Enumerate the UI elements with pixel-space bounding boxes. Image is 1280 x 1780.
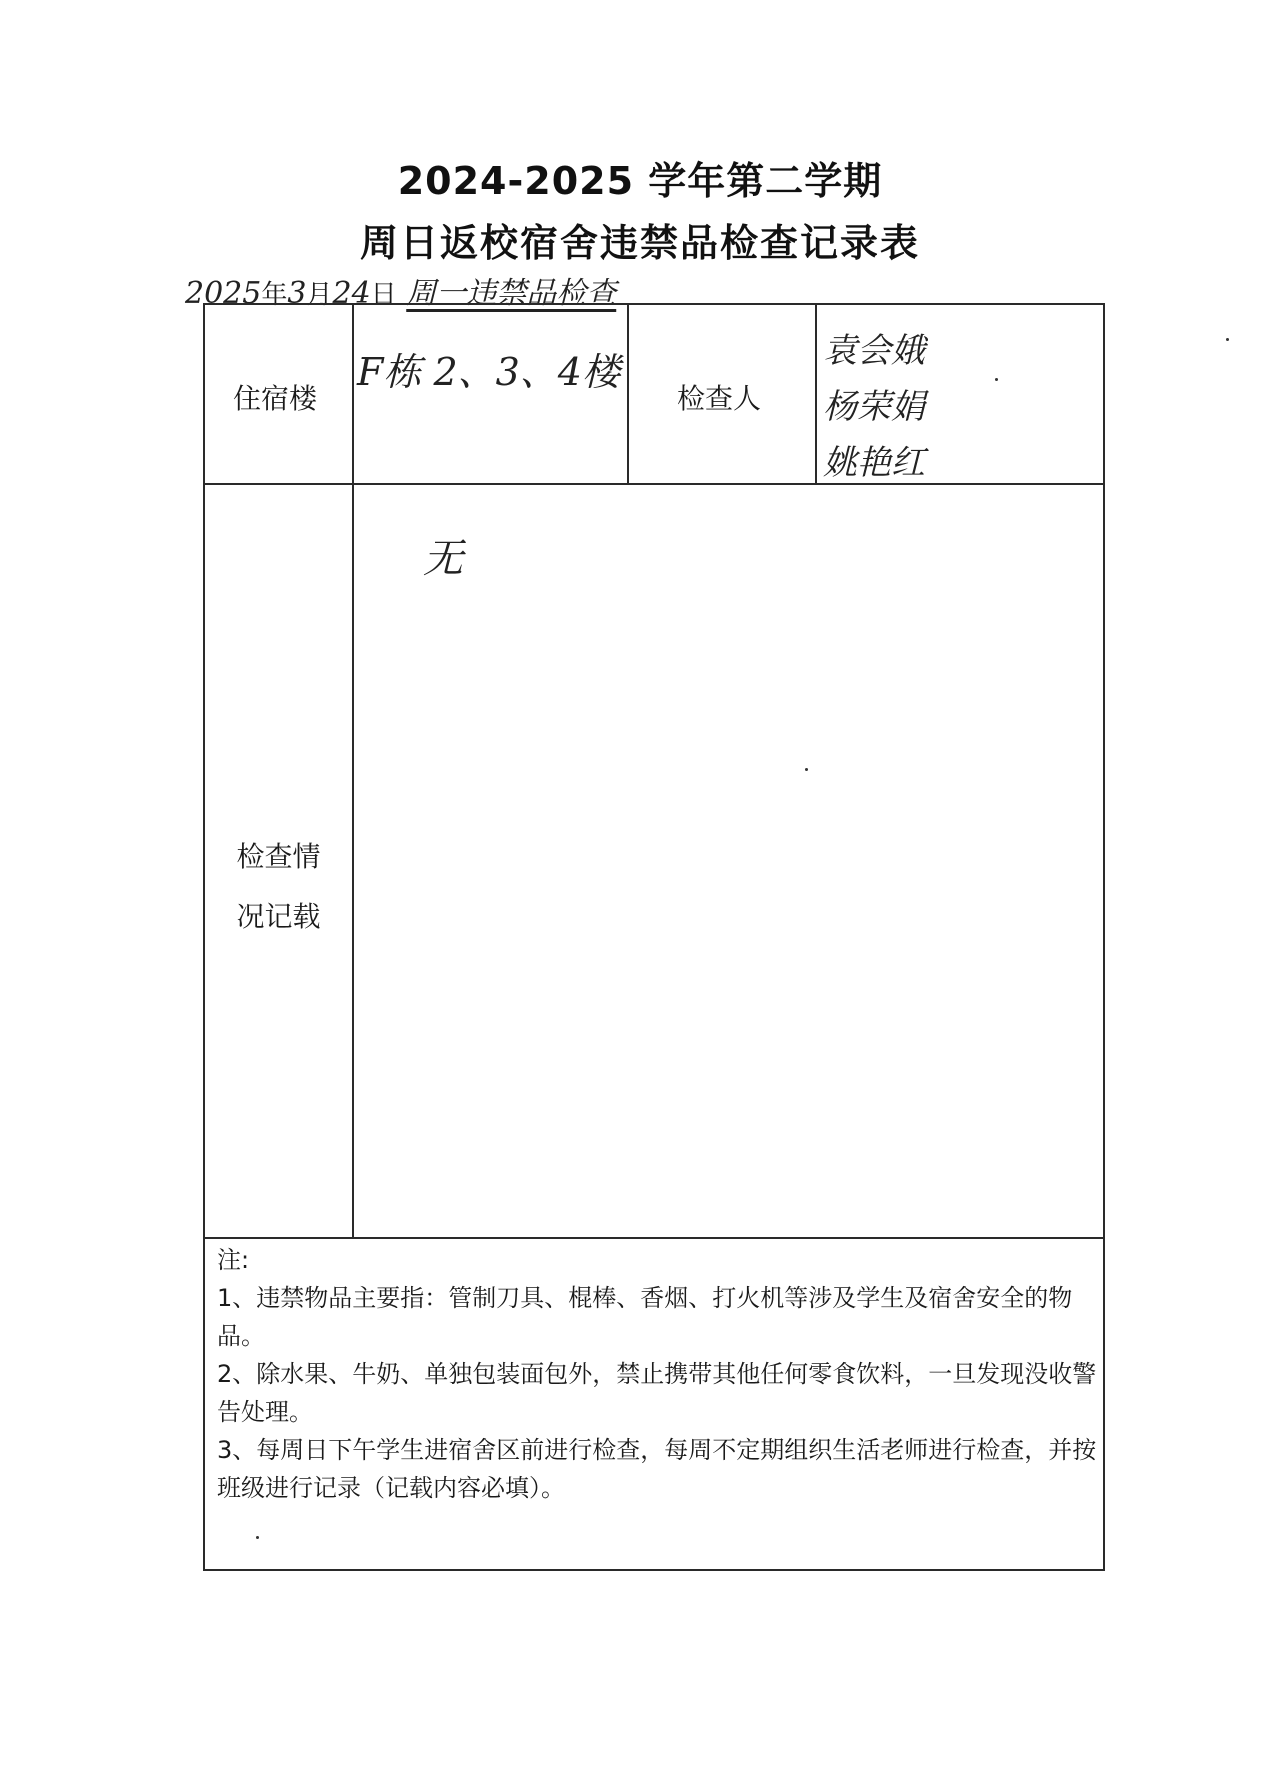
notes-heading: 注:: [217, 1246, 250, 1274]
scan-speck: [1226, 338, 1229, 341]
record-label-line1: 检查情: [236, 840, 321, 873]
date-month-unit: 月: [306, 280, 333, 310]
scan-speck: [805, 768, 808, 771]
col-divider-building: [627, 305, 629, 483]
document-title-line1: 2024-2025 学年第二学期: [397, 159, 883, 203]
scan-speck: [256, 1536, 259, 1539]
inspector-signature: 姚艳红: [823, 443, 925, 483]
inspector-signature: 袁会娥: [823, 331, 925, 371]
notes-item: 3、每周日下午学生进宿舍区前进行检查，每周不定期组织生活老师进行检查，并按班级进行记录（记载内容必填）。: [217, 1436, 1097, 1502]
record-label-line2: 况记载: [236, 900, 321, 933]
notes-item: 2、除水果、牛奶、单独包装面包外，禁止携带其他任何零食饮料，一旦发现没收警告处理。: [217, 1360, 1097, 1426]
inspector-signature: 杨荣娟: [823, 387, 925, 427]
scan-speck: [995, 378, 998, 381]
document-title-line2: 周日返校宿舍违禁品检查记录表: [359, 221, 920, 265]
date-day-unit: 日: [370, 280, 397, 310]
building-label: 住宿楼: [233, 382, 318, 415]
date-year-unit: 年: [261, 280, 288, 310]
building-value: F栋 2、3、4楼: [357, 350, 620, 394]
inspector-label: 检查人: [677, 382, 762, 415]
date-month: 3: [287, 276, 307, 311]
date-day: 24: [332, 276, 371, 311]
inspector-list: [823, 323, 1093, 491]
col-divider-inspector: [815, 305, 817, 483]
record-value: 无: [423, 536, 463, 582]
notes-section: [217, 1241, 1097, 1507]
date-note: 周一违禁品检查: [406, 276, 617, 311]
record-label: [205, 827, 352, 947]
date-year: 2025: [185, 276, 262, 311]
notes-item: 1、违禁物品主要指：管制刀具、棍棒、香烟、打火机等涉及学生及宿舍安全的物品。: [217, 1284, 1073, 1350]
row-divider-notes: [205, 1237, 1103, 1239]
col-divider-label: [352, 305, 354, 1237]
inspection-record-table: [203, 303, 1105, 1571]
